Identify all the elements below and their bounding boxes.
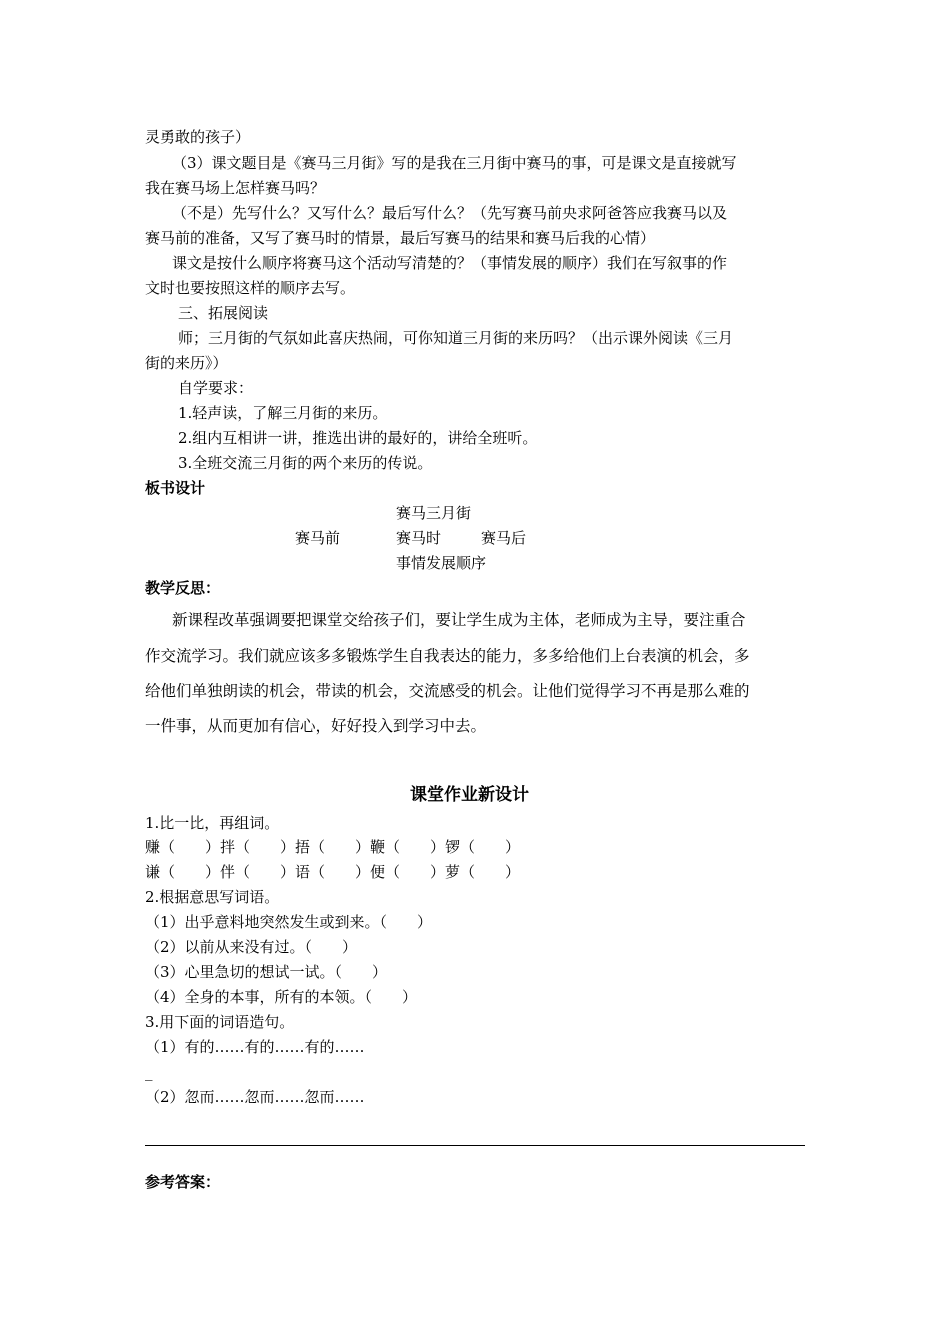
lesson-line: 赛马前的准备，又写了赛马时的情景，最后写赛马的结果和赛马后我的心情） <box>145 229 656 247</box>
homework-question: 1.比一比，再组词。 <box>145 814 280 832</box>
board-after: 赛马后 <box>481 529 527 547</box>
divider-line <box>145 1145 805 1146</box>
lesson-line: 师；三月街的气氛如此喜庆热闹，可你知道三月街的来历吗？（出示课外阅读《三月 <box>178 329 734 347</box>
reflection-line: 给他们单独朗读的机会，带读的机会，交流感受的机会。让他们觉得学习不再是那么难的 <box>145 682 750 700</box>
lesson-line: 2.组内互相讲一讲，推选出讲的最好的，讲给全班听。 <box>178 429 538 447</box>
answers-heading: 参考答案： <box>145 1173 221 1191</box>
homework-line: （3）心里急切的想试一试。（ ） <box>145 963 388 981</box>
reflection-line: 一件事，从而更加有信心，好好投入到学习中去。 <box>145 717 487 735</box>
board-before: 赛马前 <box>295 529 341 547</box>
lesson-line: 我在赛马场上怎样赛马吗？ <box>145 179 326 197</box>
lesson-line: 1.轻声读，了解三月街的来历。 <box>178 404 388 422</box>
lesson-line: （3）课文题目是《赛马三月街》写的是我在三月街中赛马的事，可是课文是直接就写 <box>172 154 737 172</box>
lesson-line: 文时也要按照这样的顺序去写。 <box>145 279 356 297</box>
board-title: 赛马三月街 <box>396 504 472 522</box>
lesson-line: 课文是按什么顺序将赛马这个活动写清楚的？（事情发展的顺序）我们在写叙事的作 <box>172 254 728 272</box>
lesson-line: 灵勇敢的孩子） <box>145 128 251 146</box>
lesson-line: （不是）先写什么？又写什么？最后写什么？（先写赛马前央求阿爸答应我赛马以及 <box>172 204 728 222</box>
homework-line: 谦（ ）伴（ ）语（ ）便（ ）萝（ ） <box>145 863 521 881</box>
board-order: 事情发展顺序 <box>396 554 487 572</box>
answer-blank: _ <box>145 1063 153 1081</box>
homework-line: （1）出乎意料地突然发生或到来。（ ） <box>145 913 433 931</box>
homework-question: 3.用下面的词语造句。 <box>145 1013 295 1031</box>
lesson-line: 3.全班交流三月街的两个来历的传说。 <box>178 454 433 472</box>
homework-line: （2）忽而……忽而……忽而…… <box>145 1088 365 1106</box>
homework-line: 赚（ ）拌（ ）捂（ ）鞭（ ）锣（ ） <box>145 838 521 856</box>
lesson-line: 自学要求： <box>178 379 254 397</box>
reflection-line: 新课程改革强调要把课堂交给孩子们，要让学生成为主体，老师成为主导，要注重合 <box>172 611 746 629</box>
board-heading: 板书设计 <box>145 479 206 497</box>
section-heading: 三、拓展阅读 <box>178 304 269 322</box>
homework-title: 课堂作业新设计 <box>410 785 529 805</box>
lesson-line: 街的来历》） <box>145 354 228 372</box>
board-during: 赛马时 <box>396 529 442 547</box>
homework-line: （1）有的……有的……有的…… <box>145 1038 365 1056</box>
reflection-heading: 教学反思： <box>145 579 221 597</box>
reflection-line: 作交流学习。我们就应该多多锻炼学生自我表达的能力，多多给他们上台表演的机会，多 <box>145 647 750 665</box>
homework-line: （4）全身的本事，所有的本领。（ ） <box>145 988 418 1006</box>
homework-line: （2）以前从来没有过。（ ） <box>145 938 358 956</box>
homework-question: 2.根据意思写词语。 <box>145 888 280 906</box>
